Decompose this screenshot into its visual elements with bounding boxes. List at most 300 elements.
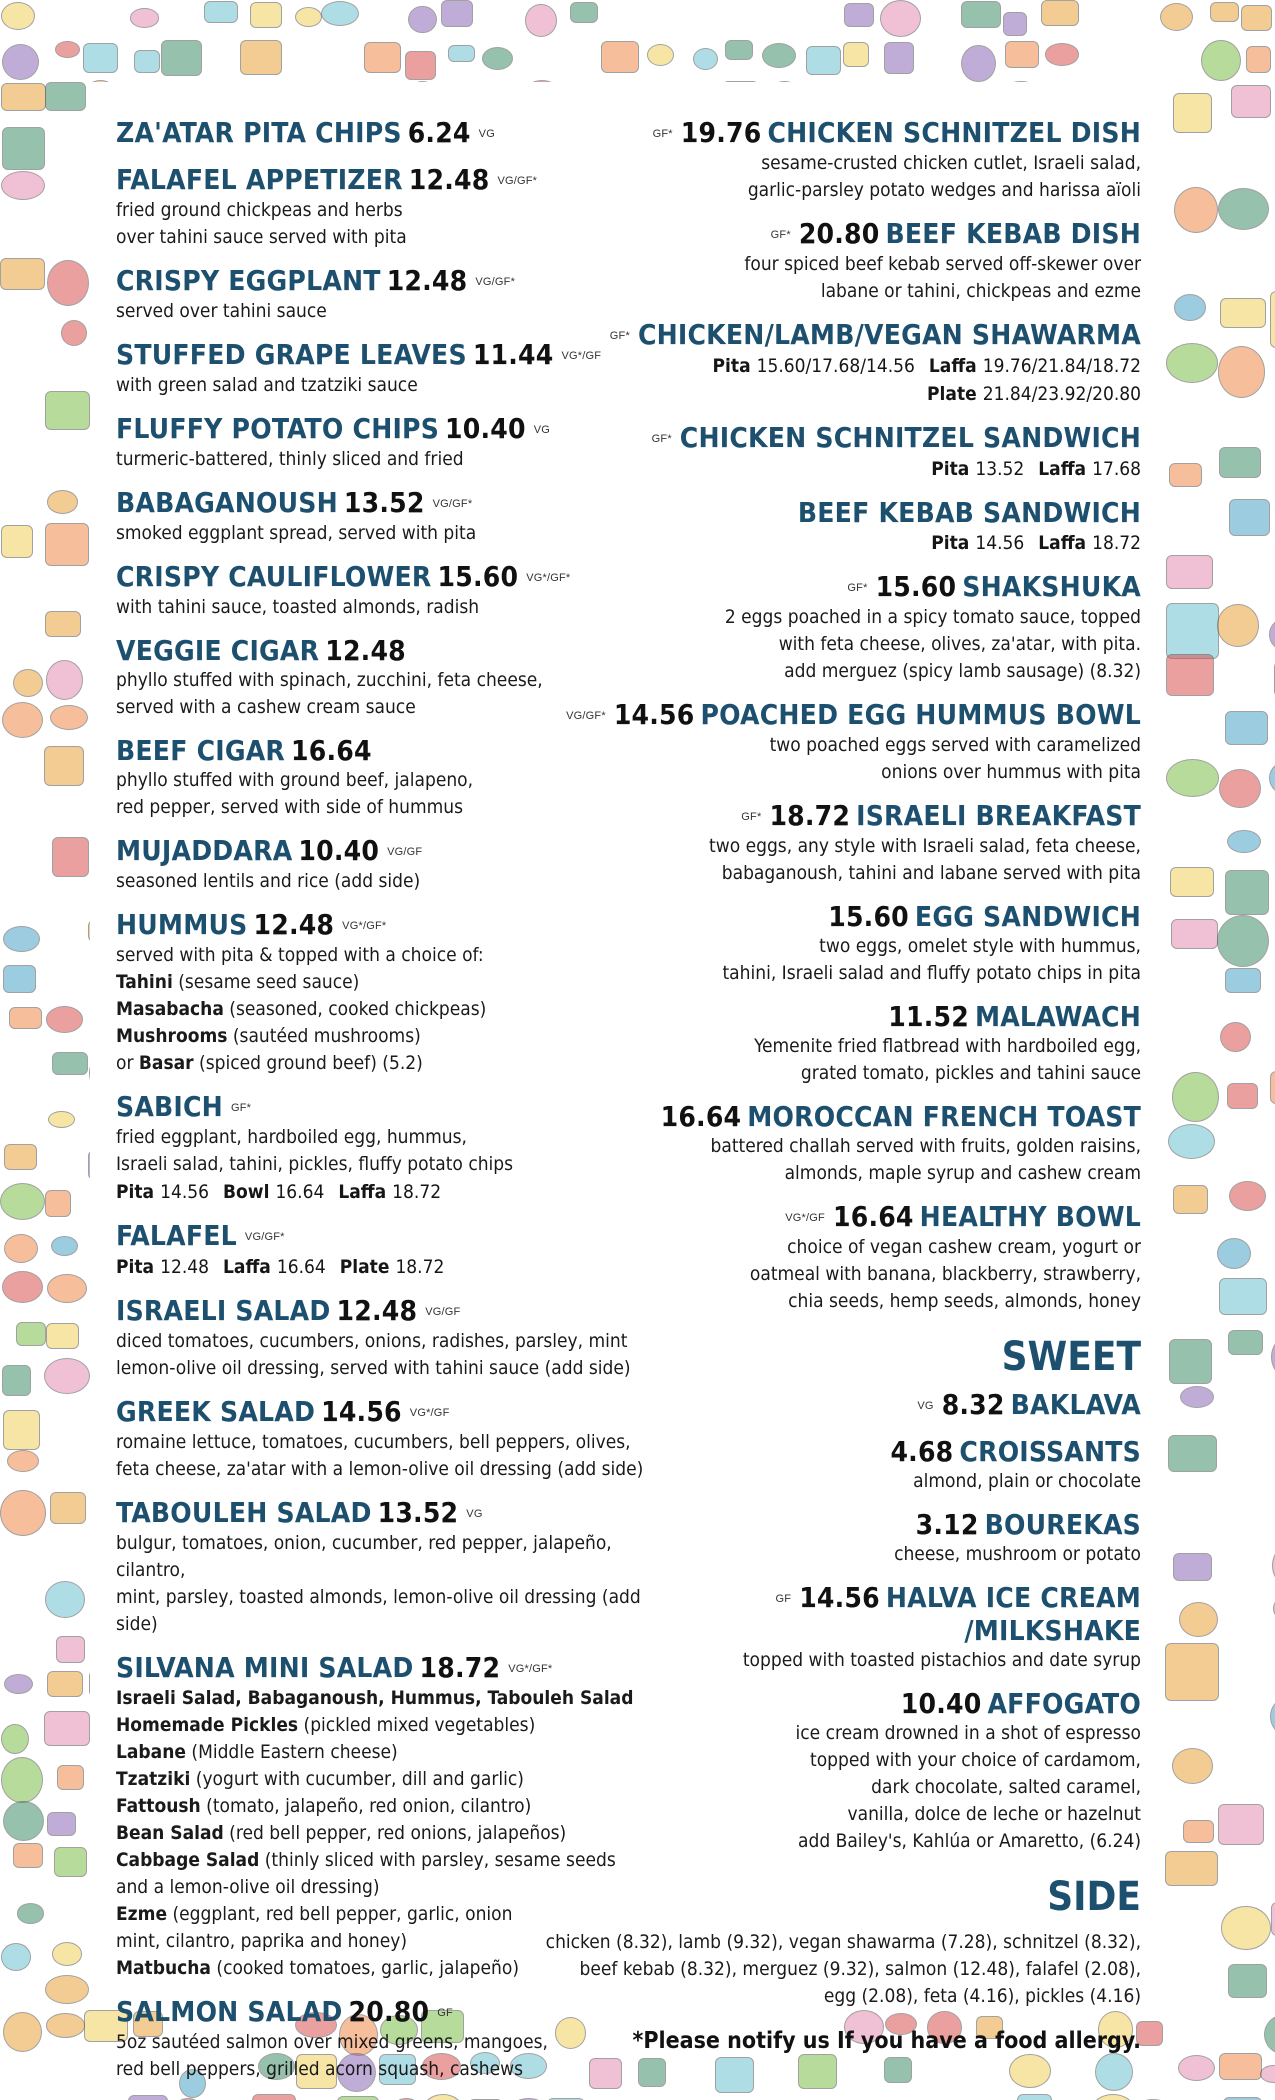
item-name: SALMON SALAD bbox=[116, 1995, 343, 2028]
decorative-shape bbox=[46, 2013, 85, 2037]
item-description: with tahini sauce, toasted almonds, radish bbox=[116, 596, 480, 618]
menu-item-israeli-breakfast bbox=[521, 800, 1141, 887]
item-tag: VG/GF* bbox=[497, 175, 538, 187]
decorative-shape bbox=[47, 1671, 83, 1697]
decorative-shape bbox=[1165, 1643, 1218, 1701]
item-title bbox=[521, 1509, 1141, 1541]
decorative-shape bbox=[843, 42, 869, 67]
item-title bbox=[521, 1201, 1141, 1234]
price-option bbox=[340, 1256, 459, 1278]
item-description: bulgur, tomatoes, onion, cucumber, red pepper, jalapeño, cilantro, bbox=[116, 1532, 612, 1581]
item-tag: GF* bbox=[609, 330, 630, 342]
item-price: 14.56 bbox=[321, 1395, 402, 1428]
decorative-shape bbox=[1170, 867, 1214, 897]
decorative-shape bbox=[47, 1812, 76, 1836]
decorative-shape bbox=[240, 40, 282, 75]
decorative-shape bbox=[647, 44, 674, 66]
decorative-shape bbox=[46, 660, 84, 700]
decorative-shape bbox=[1017, 2094, 1052, 2100]
menu-item-halva-ice-cream bbox=[521, 1582, 1141, 1674]
decorative-shape bbox=[2, 127, 46, 171]
item-description: onions over hummus with pita bbox=[881, 761, 1141, 783]
decorative-shape bbox=[1166, 654, 1213, 696]
item-description: turmeric-battered, thinly sliced and fried bbox=[116, 448, 464, 470]
price-label: Pita bbox=[116, 1256, 155, 1278]
item-description: served with pita & topped with a choice of: bbox=[116, 944, 484, 966]
decorative-shape bbox=[1000, 81, 1041, 82]
decorative-shape bbox=[45, 391, 90, 430]
item-tag: VG bbox=[478, 128, 495, 140]
item-name: STUFFED GRAPE LEAVES bbox=[116, 338, 467, 371]
decorative-shape bbox=[7, 1450, 38, 1472]
menu-item-chicken-schnitzel-dish bbox=[521, 117, 1141, 204]
allergy-notice: *Please notify us If you have a food allergy. bbox=[632, 2028, 1141, 2054]
decorative-shape bbox=[1, 1943, 31, 1971]
menu-item-poached-egg-hummus-bowl bbox=[521, 699, 1141, 786]
decorative-shape bbox=[17, 1903, 45, 1924]
topping-detail: (seasoned, cooked chickpeas) bbox=[223, 998, 487, 1020]
decorative-shape bbox=[44, 1711, 89, 1747]
decorative-border-top bbox=[0, 0, 1275, 82]
item-description: smoked eggplant spread, served with pita bbox=[116, 522, 477, 544]
decorative-shape bbox=[4, 1234, 39, 1264]
item-tag: GF* bbox=[651, 433, 672, 445]
decorative-shape bbox=[715, 2057, 754, 2093]
price-value: 18.72 bbox=[1092, 532, 1141, 554]
item-description: choice of vegan cashew cream, yogurt or bbox=[787, 1236, 1141, 1258]
decorative-shape bbox=[1229, 1181, 1266, 1210]
item-tag: GF bbox=[775, 1593, 792, 1605]
decorative-shape bbox=[725, 40, 753, 59]
menu-item-moroccan-french-toast bbox=[521, 1101, 1141, 1187]
decorative-shape bbox=[1228, 1964, 1267, 1998]
item-price: 15.60 bbox=[437, 560, 519, 593]
decorative-shape bbox=[1160, 3, 1193, 31]
decorative-shape bbox=[1228, 1330, 1263, 1355]
decorative-shape bbox=[52, 837, 89, 877]
item-name: ISRAELI BREAKFAST bbox=[856, 799, 1141, 832]
decorative-shape bbox=[0, 1490, 46, 1535]
price-option bbox=[338, 1181, 455, 1203]
decorative-shape bbox=[44, 746, 84, 785]
item-description: seasoned lentils and rice (add side) bbox=[116, 870, 421, 892]
decorative-shape bbox=[722, 81, 759, 82]
item-name: CRISPY CAULIFLOWER bbox=[116, 560, 432, 593]
decorative-border-left bbox=[0, 82, 90, 2010]
price-label: Plate bbox=[339, 1256, 390, 1278]
component-name: Ezme bbox=[116, 1903, 168, 1925]
decorative-shape bbox=[570, 2, 598, 23]
item-description: garlic-parsley potato wedges and harissa aïoli bbox=[747, 179, 1141, 201]
decorative-shape bbox=[1, 525, 33, 558]
decorative-shape bbox=[89, 1050, 90, 1096]
decorative-border-right bbox=[1165, 82, 1275, 2010]
item-description: labane or tahini, chickpeas and ezme bbox=[820, 280, 1141, 302]
item-title bbox=[521, 218, 1141, 251]
menu-item-egg-sandwich bbox=[521, 901, 1141, 987]
item-price: 14.56 bbox=[799, 1581, 880, 1614]
decorative-shape bbox=[1229, 499, 1270, 537]
decorative-shape bbox=[61, 320, 88, 346]
component-detail: and a lemon-olive oil dressing) bbox=[116, 1876, 380, 1898]
decorative-shape bbox=[1218, 188, 1269, 230]
decorative-shape bbox=[1270, 291, 1275, 348]
decorative-shape bbox=[1, 171, 45, 200]
item-price: 20.80 bbox=[348, 1995, 430, 2028]
decorative-shape bbox=[2, 1365, 31, 1396]
decorative-shape bbox=[88, 1150, 90, 1180]
decorative-shape bbox=[1172, 1072, 1219, 1122]
item-name: FALAFEL bbox=[116, 1219, 237, 1252]
menu-item-beef-kebab-sandwich bbox=[521, 497, 1141, 557]
item-description: over tahini sauce served with pita bbox=[116, 226, 407, 248]
decorative-shape bbox=[13, 669, 43, 697]
decorative-shape bbox=[448, 45, 476, 63]
price-value: 19.76/21.84/18.72 bbox=[982, 355, 1141, 377]
side-line: beef kebab (8.32), merguez (9.32), salmon (12.48), falafel (2.08), bbox=[579, 1958, 1141, 1980]
price-value: 13.52 bbox=[975, 458, 1025, 480]
decorative-shape bbox=[1173, 1553, 1212, 1581]
price-options bbox=[521, 352, 1141, 380]
decorative-shape bbox=[1269, 760, 1275, 795]
decorative-shape bbox=[1, 1724, 29, 1754]
decorative-shape bbox=[3, 926, 41, 953]
item-tag: GF* bbox=[230, 1102, 252, 1114]
decorative-shape bbox=[1166, 603, 1219, 659]
item-tag: VG*/GF bbox=[409, 1407, 450, 1419]
item-description: four spiced beef kebab served off-skewer over bbox=[744, 253, 1141, 275]
decorative-shape bbox=[57, 1765, 85, 1790]
item-price: 16.64 bbox=[291, 734, 372, 767]
decorative-shape bbox=[1180, 1386, 1214, 1408]
decorative-shape bbox=[50, 1492, 87, 1524]
decorative-shape bbox=[3, 2012, 42, 2052]
item-description: almonds, maple syrup and cashew cream bbox=[784, 1162, 1141, 1184]
decorative-shape bbox=[204, 1, 238, 23]
item-tag: GF* bbox=[770, 229, 791, 241]
decorative-shape bbox=[1231, 85, 1271, 117]
decorative-shape bbox=[0, 258, 45, 290]
decorative-shape bbox=[45, 523, 90, 566]
decorative-shape bbox=[601, 41, 640, 73]
item-name: HEALTHY BOWL bbox=[919, 1200, 1141, 1233]
decorative-shape bbox=[762, 43, 796, 68]
item-name: FALAFEL APPETIZER bbox=[116, 163, 403, 196]
item-tag: VG/GF bbox=[425, 1306, 461, 1318]
price-value: 18.72 bbox=[392, 1181, 442, 1203]
item-description: served over tahini sauce bbox=[116, 300, 327, 322]
item-name: SABICH bbox=[116, 1090, 223, 1123]
decorative-shape bbox=[1217, 604, 1258, 646]
decorative-shape bbox=[1172, 1748, 1213, 1783]
price-option bbox=[713, 355, 915, 377]
decorative-shape bbox=[1179, 1602, 1218, 1638]
item-description: add merguez (spicy lamb sausage) (8.32) bbox=[784, 660, 1141, 682]
decorative-shape bbox=[47, 1274, 86, 1303]
decorative-shape bbox=[9, 1007, 42, 1029]
item-description: two eggs, omelet style with hummus, bbox=[819, 935, 1141, 957]
item-title bbox=[521, 1001, 1141, 1033]
decorative-shape bbox=[1174, 294, 1207, 321]
decorative-shape bbox=[1045, 43, 1078, 65]
item-tag: GF* bbox=[741, 811, 762, 823]
item-description: red pepper, served with side of hummus bbox=[116, 796, 464, 818]
topping-prefix: or bbox=[116, 1052, 139, 1074]
price-value: 16.64 bbox=[275, 1181, 325, 1203]
decorative-shape bbox=[52, 1942, 82, 1966]
decorative-shape bbox=[1210, 2, 1239, 23]
item-name: MUJADDARA bbox=[116, 834, 293, 867]
decorative-shape bbox=[83, 43, 118, 74]
item-description: fried ground chickpeas and herbs bbox=[116, 199, 403, 221]
item-tag: VG/GF* bbox=[475, 276, 516, 288]
item-price: 12.48 bbox=[336, 1294, 418, 1327]
item-title bbox=[521, 901, 1141, 933]
decorative-shape bbox=[1219, 769, 1260, 808]
item-name: BOUREKAS bbox=[984, 1508, 1141, 1541]
decorative-shape bbox=[1246, 46, 1271, 73]
item-description: topped with your choice of cardamom, bbox=[810, 1749, 1141, 1771]
decorative-shape bbox=[3, 965, 36, 992]
component-name: Matbucha bbox=[116, 1957, 211, 1979]
item-description: diced tomatoes, cucumbers, onions, radishes, parsley, mint bbox=[116, 1330, 628, 1352]
decorative-shape bbox=[134, 50, 160, 73]
decorative-shape bbox=[1178, 2055, 1215, 2081]
item-description: feta cheese, za'atar with a lemon-olive oil dressing (add side) bbox=[116, 1458, 644, 1480]
item-tag: VG*/GF bbox=[785, 1212, 825, 1224]
component-name: Labane bbox=[116, 1741, 186, 1763]
item-price: 11.52 bbox=[888, 1000, 969, 1033]
item-name: TABOULEH SALAD bbox=[116, 1496, 372, 1529]
component-name: Bean Salad bbox=[116, 1822, 224, 1844]
price-option bbox=[1024, 532, 1141, 554]
decorative-shape bbox=[1165, 1851, 1217, 1886]
decorative-shape bbox=[1169, 463, 1202, 487]
item-tag: VG*/GF bbox=[561, 350, 602, 362]
decorative-shape bbox=[441, 0, 473, 26]
menu-right-column bbox=[521, 117, 1141, 2054]
decorative-shape bbox=[1166, 555, 1213, 589]
decorative-shape bbox=[1218, 1804, 1264, 1845]
decorative-shape bbox=[16, 1322, 45, 1346]
item-description: romaine lettuce, tomatoes, cucumbers, bell peppers, olives, bbox=[116, 1431, 631, 1453]
topping-name: Basar bbox=[138, 1052, 194, 1074]
decorative-shape bbox=[408, 81, 438, 82]
item-tag: VG/GF* bbox=[432, 498, 473, 510]
decorative-shape bbox=[1271, 1902, 1275, 1936]
menu-item-beef-kebab-dish bbox=[521, 218, 1141, 305]
decorative-shape bbox=[89, 1670, 90, 1697]
decorative-shape bbox=[1201, 40, 1241, 81]
item-description: Yemenite fried flatbread with hardboiled egg, bbox=[754, 1035, 1141, 1057]
menu-item-shawarma bbox=[521, 319, 1141, 408]
decorative-shape bbox=[52, 1052, 88, 1075]
decorative-shape bbox=[1009, 2054, 1050, 2088]
decorative-shape bbox=[1260, 2065, 1275, 2083]
topping-detail: (spiced ground beef) (5.2) bbox=[193, 1052, 423, 1074]
item-description: with feta cheese, olives, za'atar, with pita. bbox=[778, 633, 1141, 655]
item-name: MALAWACH bbox=[974, 1000, 1141, 1033]
decorative-shape bbox=[961, 45, 996, 82]
item-description: ice cream drowned in a shot of espresso bbox=[795, 1722, 1141, 1744]
item-name: BEEF KEBAB DISH bbox=[885, 217, 1141, 250]
price-option bbox=[116, 1181, 223, 1203]
item-name: BAKLAVA bbox=[1010, 1388, 1141, 1421]
decorative-shape bbox=[1225, 968, 1261, 993]
menu-item-shakshuka bbox=[521, 571, 1141, 685]
decorative-shape bbox=[482, 47, 513, 70]
decorative-shape bbox=[3, 1801, 44, 1842]
item-description: add Bailey's, Kahlúa or Amaretto, (6.24) bbox=[797, 1830, 1141, 1852]
price-label: Laffa bbox=[223, 1256, 271, 1278]
item-tag: VG/GF* bbox=[244, 1231, 285, 1243]
item-price: 12.48 bbox=[253, 908, 335, 941]
item-tag: VG*/GF* bbox=[508, 1663, 553, 1675]
price-label: Laffa bbox=[1038, 532, 1087, 554]
decorative-shape bbox=[1218, 346, 1265, 397]
item-name: VEGGIE CIGAR bbox=[116, 634, 320, 667]
decorative-shape bbox=[321, 1, 359, 26]
item-price: 14.56 bbox=[613, 698, 695, 731]
item-description: Israeli salad, tahini, pickles, fluffy potato chips bbox=[116, 1153, 514, 1175]
decorative-shape bbox=[1219, 2053, 1262, 2080]
price-label: Pita bbox=[931, 458, 970, 480]
item-tag: GF* bbox=[652, 128, 673, 140]
price-options bbox=[521, 529, 1141, 557]
decorative-shape bbox=[768, 81, 800, 82]
item-price: 13.52 bbox=[377, 1496, 459, 1529]
item-description: phyllo stuffed with ground beef, jalapeno, bbox=[116, 769, 474, 791]
item-tag: VG bbox=[917, 1400, 934, 1412]
item-tag: VG*/GF* bbox=[526, 572, 571, 584]
decorative-shape bbox=[408, 6, 436, 34]
item-name: CHICKEN SCHNITZEL SANDWICH bbox=[679, 421, 1141, 454]
item-description: 5oz sautéed salmon over mixed greens, mangoes, bbox=[116, 2031, 548, 2053]
component-detail: (thinly sliced with parsley, sesame seeds bbox=[259, 1849, 616, 1871]
item-description: phyllo stuffed with spinach, zucchini, feta cheese, bbox=[116, 669, 543, 691]
decorative-shape bbox=[880, 0, 921, 37]
item-description: topped with toasted pistachios and date syrup bbox=[742, 1649, 1141, 1671]
item-tag: VG*/GF* bbox=[342, 920, 387, 932]
item-name: CHICKEN SCHNITZEL DISH bbox=[767, 116, 1141, 149]
decorative-shape bbox=[295, 7, 322, 27]
decorative-shape bbox=[250, 2, 282, 28]
price-label: Laffa bbox=[1038, 458, 1087, 480]
component-detail: (red bell pepper, red onions, jalapeños) bbox=[223, 1822, 567, 1844]
item-title bbox=[521, 1101, 1141, 1133]
decorative-shape bbox=[45, 1190, 71, 1216]
item-tag: GF* bbox=[847, 582, 868, 594]
menu-item-baklava bbox=[521, 1389, 1141, 1422]
decorative-shape bbox=[1, 83, 46, 112]
topping-name: Mushrooms bbox=[116, 1025, 228, 1047]
item-description: two poached eggs served with caramelized bbox=[769, 734, 1141, 756]
item-title bbox=[521, 571, 1141, 604]
item-name: EGG SANDWICH bbox=[914, 900, 1141, 933]
decorative-shape bbox=[1169, 1339, 1212, 1384]
price-options bbox=[521, 455, 1141, 483]
price-option bbox=[927, 383, 1141, 405]
item-name: HUMMUS bbox=[116, 908, 248, 941]
decorative-shape bbox=[1220, 1022, 1251, 1052]
item-name-continued: /MILKSHAKE bbox=[964, 1614, 1141, 1647]
price-option bbox=[223, 1181, 338, 1203]
item-name: BEEF KEBAB SANDWICH bbox=[797, 496, 1141, 529]
menu-item-chicken-schnitzel-sandwich bbox=[521, 422, 1141, 483]
price-value: 21.84/23.92/20.80 bbox=[982, 383, 1141, 405]
component-name: Cabbage Salad bbox=[116, 1849, 260, 1871]
component-detail: (Middle Eastern cheese) bbox=[185, 1741, 398, 1763]
decorative-shape bbox=[1, 1757, 44, 1803]
decorative-shape bbox=[1005, 41, 1039, 68]
decorative-shape bbox=[1271, 1333, 1275, 1381]
item-description: tahini, Israeli salad and fluffy potato chips in pita bbox=[722, 962, 1141, 984]
item-name: CHICKEN/LAMB/VEGAN SHAWARMA bbox=[637, 318, 1141, 351]
item-description: mint, parsley, toasted almonds, lemon-olive oil dressing (add side) bbox=[116, 1586, 641, 1635]
item-tag: VG/GF* bbox=[566, 710, 606, 722]
decorative-shape bbox=[1095, 2053, 1133, 2091]
decorative-shape bbox=[1217, 915, 1269, 967]
decorative-shape bbox=[45, 1975, 89, 2004]
price-label: Pita bbox=[116, 1181, 155, 1203]
item-price: 6.24 bbox=[407, 116, 471, 149]
component-name: Israeli Salad, Babaganoush, Hummus, Tabouleh Salad bbox=[116, 1687, 634, 1709]
item-price: 16.64 bbox=[660, 1100, 742, 1133]
decorative-shape bbox=[1166, 759, 1219, 798]
price-label: Plate bbox=[927, 383, 977, 405]
decorative-shape bbox=[2, 44, 39, 80]
item-title bbox=[521, 699, 1141, 732]
item-description: sesame-crusted chicken cutlet, Israeli salad, bbox=[761, 152, 1141, 174]
item-description: chia seeds, hemp seeds, almonds, honey bbox=[788, 1290, 1141, 1312]
item-description: with green salad and tzatziki sauce bbox=[116, 374, 418, 396]
component-detail: (yogurt with cucumber, dill and garlic) bbox=[190, 1768, 524, 1790]
decorative-shape bbox=[806, 46, 841, 74]
price-label: Laffa bbox=[928, 355, 977, 377]
price-option bbox=[931, 532, 1024, 554]
decorative-shape bbox=[3, 1410, 40, 1450]
item-price: 10.40 bbox=[900, 1687, 982, 1720]
topping-name: Tahini bbox=[116, 971, 173, 993]
component-detail: (eggplant, red bell pepper, garlic, onion bbox=[167, 1903, 513, 1925]
item-tag: VG bbox=[533, 424, 551, 436]
decorative-shape bbox=[405, 51, 436, 80]
decorative-shape bbox=[44, 1358, 90, 1394]
decorative-shape bbox=[47, 260, 89, 305]
price-option bbox=[1024, 458, 1141, 480]
side-line: egg (2.08), feta (4.16), pickles (4.16) bbox=[823, 1985, 1141, 2007]
item-title bbox=[521, 1436, 1141, 1468]
decorative-shape bbox=[56, 1636, 85, 1662]
decorative-shape bbox=[88, 920, 90, 942]
item-description: 2 eggs poached in a spicy tomato sauce, topped bbox=[724, 606, 1141, 628]
item-description: almond, plain or chocolate bbox=[913, 1470, 1141, 1492]
decorative-shape bbox=[1241, 5, 1272, 31]
item-price: 15.60 bbox=[828, 900, 909, 933]
price-option bbox=[915, 355, 1141, 377]
decorative-shape bbox=[1217, 1238, 1251, 1269]
component-name: Tzatziki bbox=[116, 1768, 191, 1790]
price-options bbox=[521, 380, 1141, 408]
item-price: 8.32 bbox=[941, 1388, 1005, 1421]
price-label: Pita bbox=[931, 532, 970, 554]
item-name: POACHED EGG HUMMUS BOWL bbox=[700, 698, 1141, 731]
item-description: grated tomato, pickles and tahini sauce bbox=[800, 1062, 1141, 1084]
decorative-shape bbox=[46, 1323, 79, 1349]
decorative-shape bbox=[1183, 1820, 1214, 1843]
decorative-shape bbox=[1270, 1694, 1275, 1738]
price-value: 14.56 bbox=[975, 532, 1025, 554]
